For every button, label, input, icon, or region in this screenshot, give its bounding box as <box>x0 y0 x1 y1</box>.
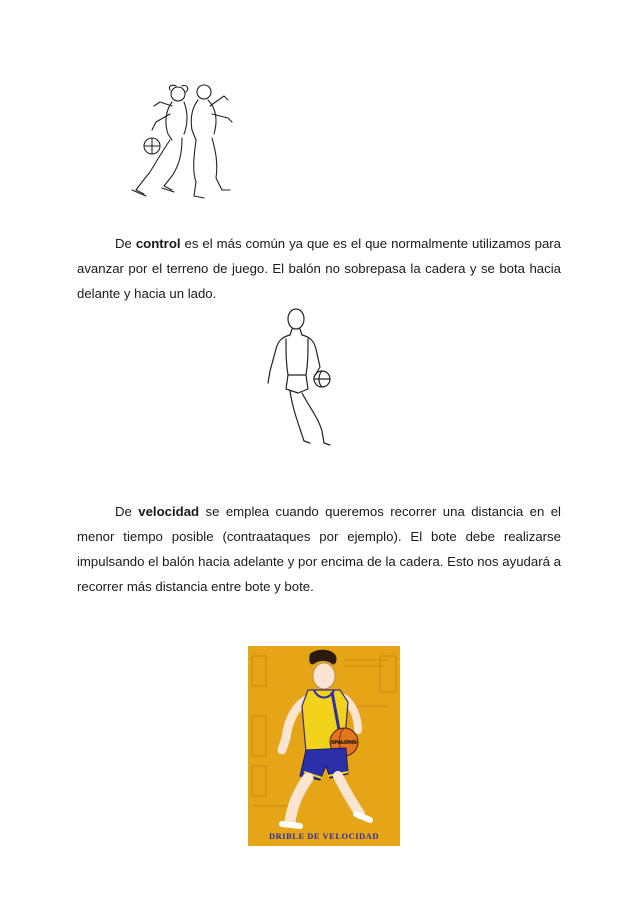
shoes <box>132 188 174 196</box>
poster-caption: DRIBLE DE VELOCIDAD <box>269 831 379 841</box>
left-shoe <box>282 824 300 826</box>
player-legs <box>290 391 330 445</box>
term-control: control <box>135 236 181 251</box>
defender-arms <box>210 96 232 122</box>
control-dribble-paragraph <box>77 231 561 306</box>
player-arms <box>268 335 320 383</box>
paragraph-lead: De <box>115 236 136 251</box>
term-velocidad: velocidad <box>138 504 200 519</box>
speed-dribble-paragraph <box>77 499 561 599</box>
player-face <box>313 663 335 689</box>
paragraph-lead: De <box>115 504 139 519</box>
player-neck <box>290 329 302 335</box>
dribbler-torso <box>166 102 187 140</box>
defender-legs <box>194 138 230 198</box>
speed-dribble-poster <box>248 646 400 846</box>
defender-torso <box>191 100 216 140</box>
ball-brand-logo: SPALDING <box>331 740 357 746</box>
single-player-dribble-illustration <box>262 305 338 447</box>
player-head <box>288 309 304 329</box>
dribbler-head <box>171 87 185 101</box>
player-jersey <box>286 339 308 375</box>
paragraph-body: es el más común ya que es el que normalmente utilizamos para avanzar por el terreno de juego. El balón no sobrepasa la cadera y se bota hacia delante y hacia un lado. <box>77 236 562 301</box>
defender-head <box>197 85 211 99</box>
paragraph-body: se emplea cuando queremos recorrer una distancia en el menor tiempo posible (contraataques por ejemplo). El bote debe realizarse impulsando el balón hacia adelante y por encima de la cadera. Esto nos ayudará a recorrer más distancia entre bote y bote. <box>77 504 561 594</box>
two-players-dribble-illustration <box>112 78 242 208</box>
player-shorts <box>286 375 308 393</box>
